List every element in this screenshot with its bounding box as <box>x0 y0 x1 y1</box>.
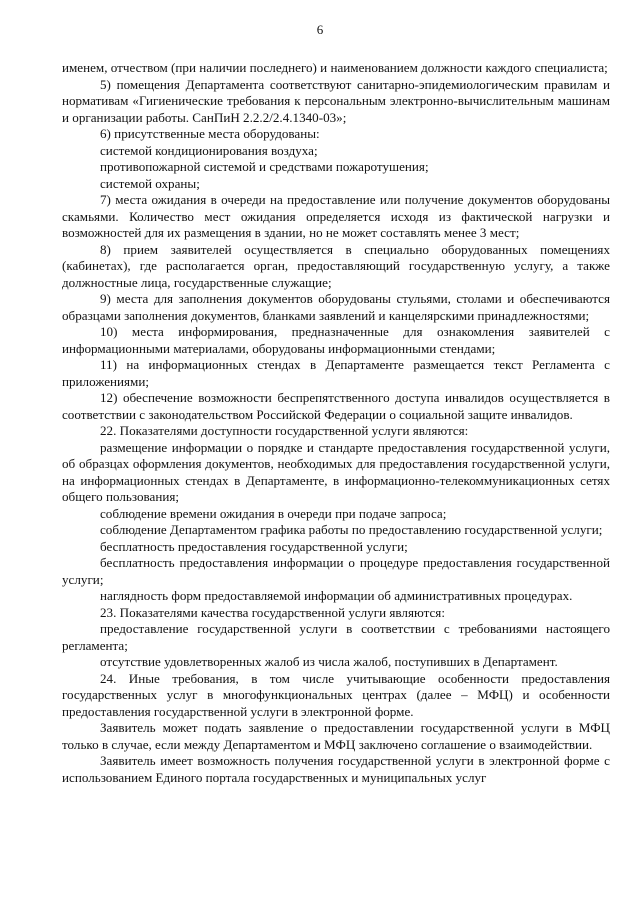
paragraph-waiting-time: соблюдение времени ожидания в очереди при подаче запроса; <box>100 505 447 521</box>
paragraph-fire-safety: противопожарной системой и средствами пожаротушения; <box>100 159 429 174</box>
paragraph-item-6-equipment: 6) присутственные места оборудованы: <box>100 126 320 141</box>
paragraph-air-conditioning: системой кондиционирования воздуха; <box>100 142 318 158</box>
paragraph-free-service: бесплатность предоставления государственной услуги; <box>100 538 408 554</box>
paragraph-item-5-premises: 5) помещения Департамента соответствуют санитарно-эпидемиологическим правилам и нормативам «Гигиенические требования к персональным электронно-вычислительным машинам и организации работы. СанПиН 2.2.2/2.4.1340-03»; <box>62 76 610 125</box>
paragraph-section-22-title: 22. Показателями доступности государственной услуги являются: <box>100 423 469 438</box>
paragraph-work-schedule: соблюдение Департаментом графика работы по предоставлению государственной услуги; <box>100 522 603 537</box>
page-number: 6 <box>316 22 324 37</box>
paragraph-item-12-accessibility: 12) обеспечение возможности беспрепятственного доступа инвалидов осуществляется в соответствии с законодательством Российской Федерации о социальной защите инвалидов. <box>62 390 610 422</box>
paragraph-section-23-title: 23. Показателями качества государственной услуги являются: <box>100 604 445 620</box>
paragraph-item-7-waiting-places: 7) места ожидания в очереди на предоставление или получение документов оборудованы скамьями. Количество мест ожидания определяется исходя из фактической нагрузки и возможностей для их размещения в здании, но не может составлять менее 3 мест; <box>62 192 610 240</box>
paragraph-item-11-information-stands: 11) на информационных стендах в Департаменте размещается текст Регламента с приложениями; <box>62 357 610 389</box>
paragraph-security-system: системой охраны; <box>100 175 200 191</box>
paragraph-free-information: бесплатность предоставления информации о процедуре предоставления государственной услуги; <box>62 555 610 587</box>
paragraph-item-9-filling-places: 9) места для заполнения документов оборудованы стульями, столами и обеспечиваются образцами заполнения документов, бланками заявлений и канцелярскими принадлежностями; <box>62 291 610 323</box>
paragraph-mfc-application: Заявитель может подать заявление о предоставлении государственной услуги в МФЦ только в случае, если между Департаментом и МФЦ заключено соглашение о взаимодействии. <box>62 720 610 752</box>
paragraph-item-10-information-places: 10) места информирования, предназначенные для ознакомления заявителей с информационными материалами, оборудованы информационными стендами; <box>62 324 610 356</box>
paragraph-compliance-with-regulation: предоставление государственной услуги в соответствии с требованиями настоящего регламента; <box>62 621 610 653</box>
paragraph-information-placement: размещение информации о порядке и стандарте предоставления государственной услуги, об образцах оформления документов, необходимых для предоставления государственной услуги, на информационных стендах в Департаменте, в информационно-телекоммуникационных сетях общего пользования; <box>62 439 610 504</box>
paragraph-section-24-title: 24. Иные требования, в том числе учитывающие особенности предоставления государственных услуг в многофункциональных центрах (далее – МФЦ) и особенности предоставления государственной услуги в электронной форме. <box>62 670 610 719</box>
document-body <box>62 60 610 786</box>
paragraph-visual-clarity: наглядность форм предоставляемой информации об административных процедурах. <box>100 588 573 603</box>
paragraph-item-8-reception: 8) прием заявителей осуществляется в специально оборудованных помещениях (кабинетах), где располагается орган, предоставляющий государственную услугу, а также должностные лица, государственные служащие; <box>62 241 610 290</box>
paragraph-continuation-specialist: именем, отчеством (при наличии последнего) и наименованием должности каждого специалиста; <box>62 60 608 75</box>
paragraph-no-complaints: отсутствие удовлетворенных жалоб из числа жалоб, поступивших в Департамент. <box>100 654 558 669</box>
paragraph-electronic-form: Заявитель имеет возможность получения государственной услуги в электронной форме с использованием Единого портала государственных и муниципальных услуг <box>62 753 610 785</box>
